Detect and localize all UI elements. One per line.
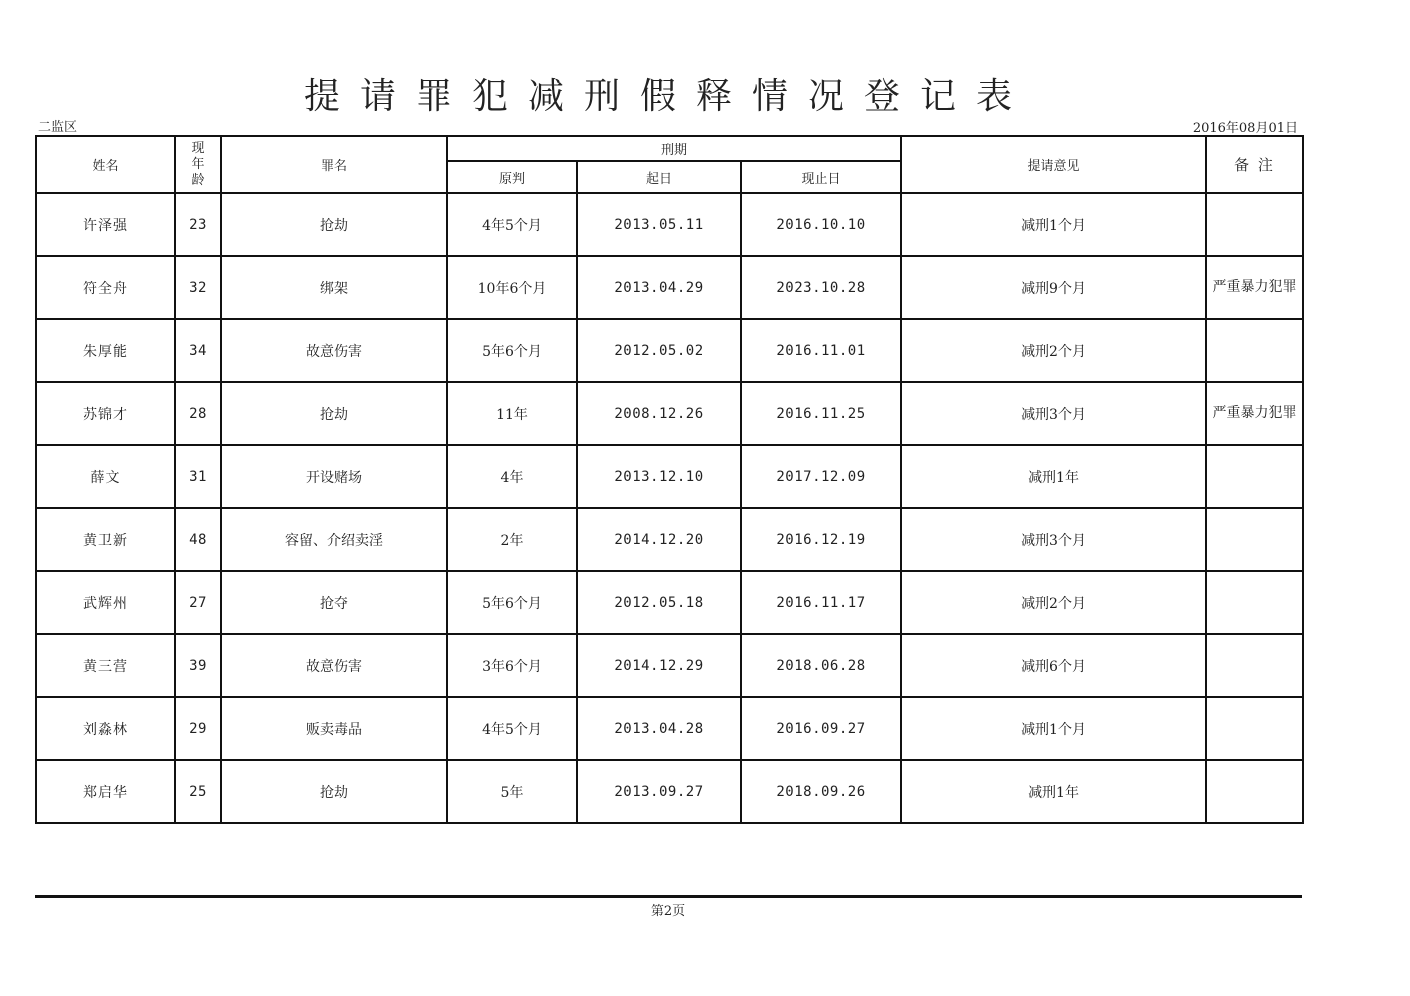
cell-opinion: 减刑3个月	[901, 508, 1206, 571]
cell-start-date: 2014.12.29	[577, 634, 741, 697]
cell-age: 28	[175, 382, 221, 445]
cell-crime: 抢劫	[221, 382, 447, 445]
header-age-char: 年	[191, 156, 205, 172]
cell-current-end-date: 2016.10.10	[741, 193, 901, 256]
cell-start-date: 2008.12.26	[577, 382, 741, 445]
cell-remark	[1206, 697, 1303, 760]
header-age-text	[176, 141, 220, 189]
table-body	[36, 193, 1303, 823]
cell-remark	[1206, 571, 1303, 634]
header-opinion: 提请意见	[901, 136, 1206, 193]
cell-original-sentence: 4年	[447, 445, 577, 508]
cell-current-end-date: 2018.09.26	[741, 760, 901, 823]
cell-name: 许泽强	[36, 193, 175, 256]
cell-opinion: 减刑2个月	[901, 319, 1206, 382]
registration-table	[35, 135, 1304, 824]
cell-age: 34	[175, 319, 221, 382]
cell-start-date: 2013.04.29	[577, 256, 741, 319]
table-row	[36, 508, 1303, 571]
cell-opinion: 减刑3个月	[901, 382, 1206, 445]
footer-divider	[35, 895, 1302, 898]
cell-name: 武辉州	[36, 571, 175, 634]
cell-original-sentence: 5年6个月	[447, 319, 577, 382]
header-age-char: 龄	[191, 172, 205, 188]
cell-start-date: 2013.04.28	[577, 697, 741, 760]
cell-crime: 贩卖毒品	[221, 697, 447, 760]
header-remark: 备 注	[1206, 136, 1303, 193]
table-row	[36, 193, 1303, 256]
cell-name: 郑启华	[36, 760, 175, 823]
table-row	[36, 634, 1303, 697]
cell-current-end-date: 2017.12.09	[741, 445, 901, 508]
header-start-date: 起日	[577, 161, 741, 193]
cell-age: 39	[175, 634, 221, 697]
cell-age: 31	[175, 445, 221, 508]
cell-crime: 抢夺	[221, 571, 447, 634]
cell-current-end-date: 2018.06.28	[741, 634, 901, 697]
cell-name: 苏锦才	[36, 382, 175, 445]
document-title: 提请罪犯减刑假释情况登记表	[303, 76, 1032, 117]
cell-opinion: 减刑6个月	[901, 634, 1206, 697]
cell-remark	[1206, 760, 1303, 823]
cell-start-date: 2014.12.20	[577, 508, 741, 571]
cell-start-date: 2013.09.27	[577, 760, 741, 823]
cell-current-end-date: 2016.11.17	[741, 571, 901, 634]
cell-original-sentence: 2年	[447, 508, 577, 571]
cell-original-sentence: 5年	[447, 760, 577, 823]
header-crime: 罪名	[221, 136, 447, 193]
cell-start-date: 2012.05.18	[577, 571, 741, 634]
cell-remark	[1206, 508, 1303, 571]
cell-opinion: 减刑1年	[901, 445, 1206, 508]
header-original-sentence: 原判	[447, 161, 577, 193]
cell-original-sentence: 5年6个月	[447, 571, 577, 634]
cell-opinion: 减刑2个月	[901, 571, 1206, 634]
cell-name: 黄三营	[36, 634, 175, 697]
cell-name: 黄卫新	[36, 508, 175, 571]
cell-age: 27	[175, 571, 221, 634]
header-term-group: 刑期	[447, 136, 901, 161]
cell-remark	[1206, 445, 1303, 508]
cell-opinion: 减刑1年	[901, 760, 1206, 823]
cell-age: 25	[175, 760, 221, 823]
cell-age: 32	[175, 256, 221, 319]
cell-current-end-date: 2023.10.28	[741, 256, 901, 319]
cell-crime: 容留、介绍卖淫	[221, 508, 447, 571]
header-age-char: 现	[191, 140, 205, 156]
header-age	[175, 136, 221, 193]
prison-region: 二监区	[38, 120, 78, 135]
cell-opinion: 减刑1个月	[901, 193, 1206, 256]
cell-age: 29	[175, 697, 221, 760]
header-current-end-date: 现止日	[741, 161, 901, 193]
cell-current-end-date: 2016.11.25	[741, 382, 901, 445]
cell-crime: 抢劫	[221, 760, 447, 823]
cell-crime: 绑架	[221, 256, 447, 319]
cell-opinion: 减刑1个月	[901, 697, 1206, 760]
cell-original-sentence: 3年6个月	[447, 634, 577, 697]
cell-name: 符全舟	[36, 256, 175, 319]
cell-remark	[1206, 634, 1303, 697]
cell-start-date: 2012.05.02	[577, 319, 741, 382]
cell-name: 薛文	[36, 445, 175, 508]
cell-age: 48	[175, 508, 221, 571]
cell-name: 朱厚能	[36, 319, 175, 382]
table-row	[36, 445, 1303, 508]
cell-start-date: 2013.12.10	[577, 445, 741, 508]
table-row	[36, 760, 1303, 823]
page-number: 第2页	[650, 904, 686, 919]
cell-current-end-date: 2016.12.19	[741, 508, 901, 571]
table-row	[36, 697, 1303, 760]
cell-name: 刘淼林	[36, 697, 175, 760]
cell-crime: 故意伤害	[221, 319, 447, 382]
cell-crime: 抢劫	[221, 193, 447, 256]
cell-crime: 开设赌场	[221, 445, 447, 508]
cell-remark: 严重暴力犯罪	[1206, 382, 1303, 445]
cell-crime: 故意伤害	[221, 634, 447, 697]
header-name: 姓名	[36, 136, 175, 193]
table-row	[36, 382, 1303, 445]
cell-start-date: 2013.05.11	[577, 193, 741, 256]
cell-opinion: 减刑9个月	[901, 256, 1206, 319]
table-row	[36, 571, 1303, 634]
table-row	[36, 256, 1303, 319]
cell-current-end-date: 2016.09.27	[741, 697, 901, 760]
cell-remark: 严重暴力犯罪	[1206, 256, 1303, 319]
cell-age: 23	[175, 193, 221, 256]
cell-original-sentence: 4年5个月	[447, 697, 577, 760]
table-row	[36, 319, 1303, 382]
cell-remark	[1206, 319, 1303, 382]
document-date: 2016年08月01日	[1192, 121, 1298, 136]
cell-remark	[1206, 193, 1303, 256]
cell-original-sentence: 10年6个月	[447, 256, 577, 319]
cell-current-end-date: 2016.11.01	[741, 319, 901, 382]
cell-original-sentence: 11年	[447, 382, 577, 445]
cell-original-sentence: 4年5个月	[447, 193, 577, 256]
